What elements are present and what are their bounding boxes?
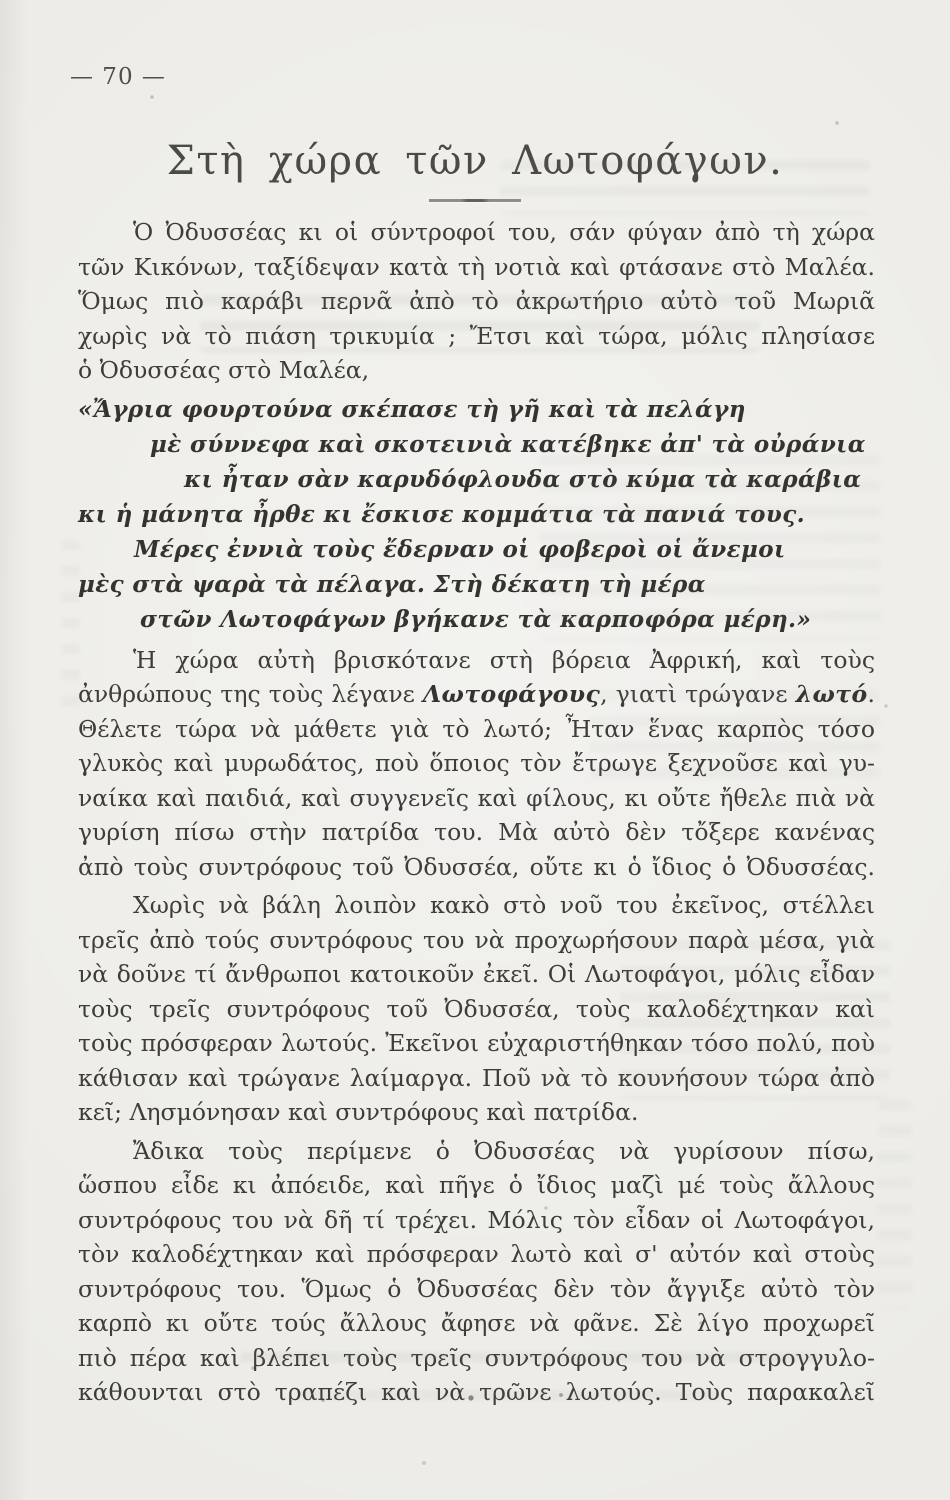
title-divider [429,199,521,202]
text-line: καρπὸ κι οὔτε τούς ἄλλους ἄφησε νὰ φᾶνε. Σὲ λίγο προχωρεῖ [78,1309,875,1337]
text-line: ἀπὸ τοὺς συντρόφους τοῦ Ὀδυσσέα, οὔτε κι ὁ ἴδιος ὁ Ὀδυσσέας. [78,852,875,881]
text-line: κάθισαν καὶ τρώγανε λαίμαργα. Ποῦ νὰ τὸ κουνήσουν τώρα ἀπὸ [78,1063,875,1092]
paper-speckles [0,0,2,2]
text-line: στῶν Λωτοφάγων βγήκανε τὰ καρποφόρα μέρη.» [140,605,812,633]
text-line: Χωρὶς νὰ βάλη λοιπὸν κακὸ στὸ νοῦ του ἐκεῖνος, στέλλει [133,891,875,919]
text-line: συντρόφους του. Ὅμως ὁ Ὀδυσσέας δὲν τὸν ἄγγιξε αὐτὸ τὸν [78,1274,875,1303]
text-line: κάθουνται στὸ τραπέζι καὶ νὰ τρῶνε λωτούς. Τοὺς παρακαλεῖ [78,1378,875,1406]
paragraph [78,215,875,388]
page-title: Στὴ χώρα τῶν Λωτοφάγων. [166,138,784,184]
text-line: συντρόφους του νὰ δῆ τί τρέχει. Μόλις τὸν εἶδαν οἱ Λωτοφάγοι, [78,1205,875,1234]
text-line: κεῖ; Λησμόνησαν καὶ συντρόφους καὶ πατρίδα. [78,1098,639,1126]
text-line [78,677,875,712]
text-line: τρεῖς ἀπὸ τούς συντρόφους του νὰ προχωρήσουν παρὰ μέσα, γιὰ [78,925,875,954]
text-segment: . [867,680,876,708]
text-line: κι ἡ μάνητα ἦρθε κι ἔσκισε κομμάτια τὰ πανιά τους. [78,500,806,528]
text-line: Ἄδικα τοὺς περίμενε ὁ Ὀδυσσέας νὰ γυρίσουν πίσω, [133,1136,875,1165]
text-line: πιὸ πέρα καὶ βλέπει τοὺς τρεῖς συντρόφους του νὰ στρογγυλο- [78,1343,875,1372]
text-line: ὥσπου εἶδε κι ἀπόειδε, καὶ πῆγε ὁ ἴδιος μαζὶ μέ τοὺς ἄλλους [78,1171,875,1199]
text-line: γυρίση πίσω στὴν πατρίδα του. Μὰ αὐτὸ δὲν τὄξερε κανένας [78,818,875,846]
text-line: μὲς στὰ ψαρὰ τὰ πέλαγα. Στὴ δέκατη τὴ μέρα [78,570,706,598]
text-line: κι ἦταν σὰν καρυδόφλουδα στὸ κύμα τὰ καράβια [184,465,862,493]
text-segment: ἀνθρώπους της τοὺς λέγανε [78,680,423,708]
text-line: Ὅμως πιὸ καράβι περνᾶ ἀπὸ τὸ ἀκρωτήριο αὐτὸ τοῦ Μωριᾶ [78,287,875,315]
text-line: τοὺς πρόσφεραν λωτούς. Ἐκεῖνοι εὐχαριστήθηκαν τόσο πολύ, ποὺ [78,1029,875,1057]
page-number: — 70 — [70,64,166,90]
text-line: Μέρες ἐννιὰ τοὺς ἔδερναν οἱ φοβεροὶ οἱ ἄνεμοι [134,535,786,563]
text-line: μὲ σύννεφα καὶ σκοτεινιὰ κατέβηκε ἀπ' τὰ οὐράνια [150,430,866,458]
paragraph [78,888,875,1130]
text-line: νὰ δοῦνε τί ἄνθρωποι κατοικοῦν ἐκεῖ. Οἱ Λωτοφάγοι, μόλις εἶδαν [78,960,875,988]
text-block [78,215,875,1410]
text-line: ὁ Ὀδυσσέας στὸ Μαλέα, [78,356,370,384]
text-line: τῶν Κικόνων, ταξίδεψαν κατὰ τὴ νοτιὰ καὶ φτάσανε στὸ Μαλέα. [78,252,875,281]
text-line: χωρὶς νὰ τὸ πιάση τρικυμία ; Ἔτσι καὶ τώρα, μόλις πλησίασε [78,321,875,350]
text-line: γλυκὸς καὶ μυρωδάτος, ποὺ ὅποιος τὸν ἔτρωγε ξεχνοῦσε καὶ γυ- [78,749,875,777]
paragraph [78,1134,875,1410]
text-line: τοὺς τρεῖς συντρόφους τοῦ Ὀδυσσέα, τοὺς καλοδέχτηκαν καὶ [78,994,875,1023]
text-line: Θέλετε τώρα νὰ μάθετε γιὰ τὸ λωτό; Ἦταν ἕνας καρπὸς τόσο [78,714,875,743]
poem-excerpt [78,392,875,637]
text-line: τὸν καλοδέχτηκαν καὶ πρόσφεραν λωτὸ καὶ σ' αὐτόν καὶ στοὺς [78,1240,875,1268]
text-line: Ὁ Ὀδυσσέας κι οἱ σύντροφοί του, σάν φύγαν ἀπὸ τὴ χώρα [133,218,875,246]
bold-term: Λωτοφάγους [422,680,601,708]
bleed-through-smudge [878,1100,912,1310]
text-line: ναίκα καὶ παιδιά, καὶ συγγενεῖς καὶ φίλους, κι οὔτε ἤθελε πιὰ νὰ [78,783,875,812]
text-segment: , γιατὶ τρώγανε [600,680,796,708]
text-line: Ἡ χώρα αὐτὴ βρισκότανε στὴ βόρεια Ἀφρική, καὶ τοὺς [133,645,875,674]
bold-term: λωτό [795,680,868,708]
text-line: «Ἄγρια φουρτούνα σκέπασε τὴ γῆ καὶ τὰ πελάγη [78,395,746,423]
paragraph [78,643,875,885]
